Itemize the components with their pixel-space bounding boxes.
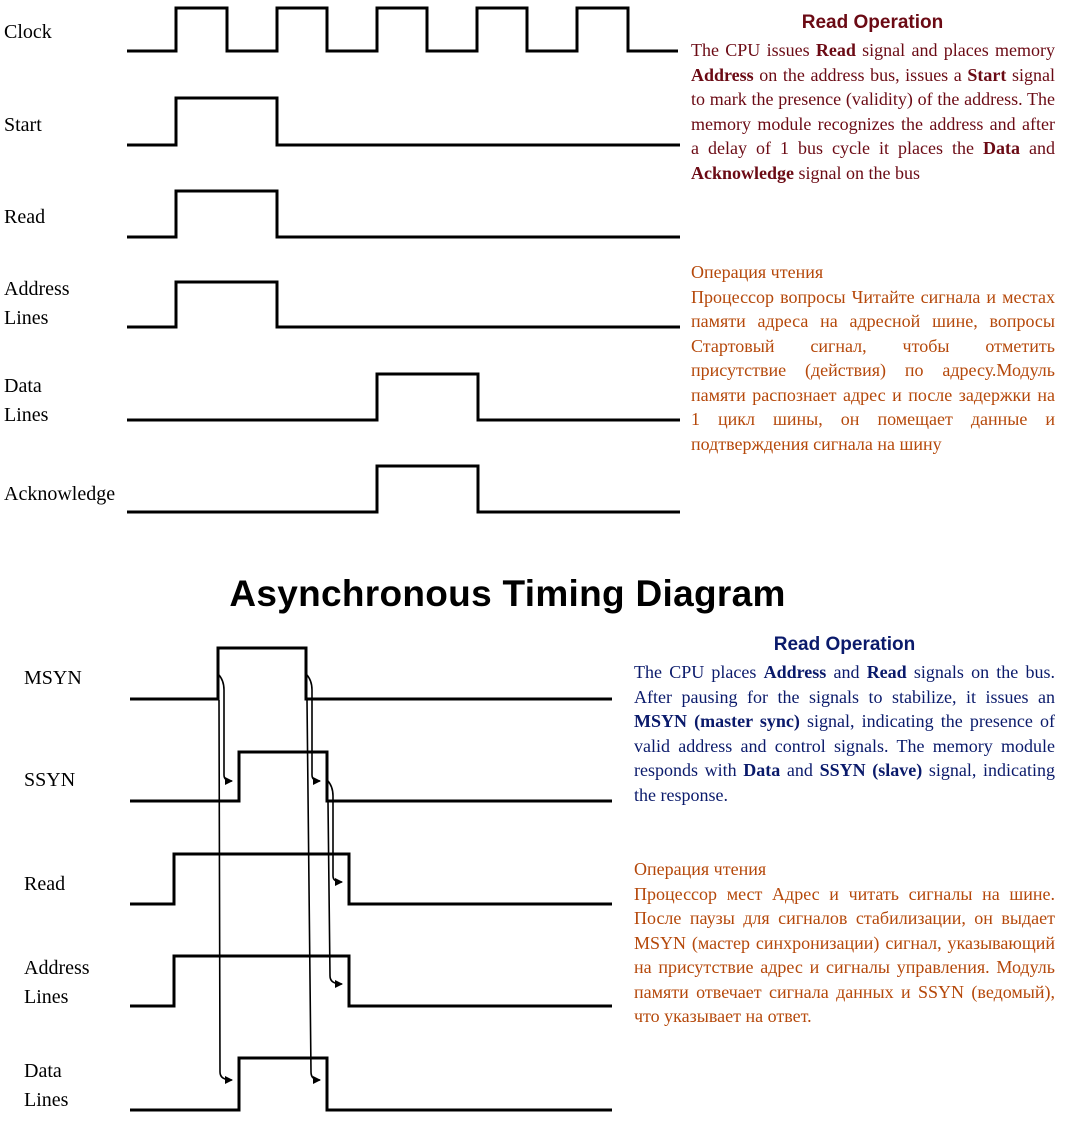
address-lines-waveform <box>127 282 680 327</box>
emphasis-term: Start <box>967 64 1007 85</box>
page-title: Asynchronous Timing Diagram <box>229 573 786 614</box>
text-segment: and <box>1020 138 1055 158</box>
msyn-rise-to-data-arrow <box>219 700 232 1080</box>
async-ru-title: Операция чтения <box>634 859 767 879</box>
signal-label-address-lines: Address Lines <box>4 278 70 329</box>
text-segment: signal and places memory <box>855 40 1055 60</box>
sync-read-operation-description <box>691 38 1055 185</box>
start-waveform <box>127 98 680 145</box>
signal-label-clock: Clock <box>4 21 52 43</box>
async-address-lines-waveform <box>130 956 612 1006</box>
emphasis-term: SSYN (slave) <box>819 760 923 780</box>
emphasis-term: Acknowledge <box>691 162 794 183</box>
signal-label-msyn: MSYN <box>24 667 82 689</box>
emphasis-term: Read <box>866 662 907 682</box>
signal-label-async-address-lines: Address Lines <box>24 957 90 1008</box>
text-segment: The CPU places <box>634 662 764 682</box>
emphasis-term: Data <box>983 138 1020 158</box>
signal-label-async-read: Read <box>24 873 66 895</box>
text-segment: The CPU issues <box>691 40 816 60</box>
sync-ru-title: Операция чтения <box>691 262 824 282</box>
read-waveform <box>127 191 680 237</box>
signal-label-start: Start <box>4 114 42 136</box>
text-segment: signal, indicating the presence of valid address and control signals. The memory module responds with <box>634 711 1055 780</box>
sync-ru-text: Процессор вопросы Читайте сигнала и местах памяти адреса на адресной шине, вопросы Стартовый сигнал, чтобы отметить присутствие (действия) по адресу.Модуль памяти распознает адрес и после задержки на 1 цикл шины, он помещает данные и подтверждения сигнала на шину <box>691 286 1055 454</box>
data-lines-waveform <box>127 374 680 420</box>
text-segment: signals on the bus. After pausing for the signals to stabilize, it issues an <box>634 662 1055 707</box>
signal-label-ssyn: SSYN <box>24 769 76 791</box>
async-ru-text: Процессор мест Адрес и читать сигналы на шине. После паузы для сигналов стабилизации, он выдает MSYN (мастер синхронизации) сигнал, указывающий на присутствие адрес и сигналы управления. Модуль памяти отвечает сигнала данных и SSYN (ведомый), что указывает на ответ. <box>634 883 1055 1026</box>
text-segment: signal, indicating the response. <box>634 760 1055 805</box>
emphasis-term: Read <box>815 40 856 60</box>
text-segment: on the address bus, issues a <box>753 64 968 85</box>
signal-label-async-data-lines: Data Lines <box>24 1060 69 1111</box>
sync-read-operation-description-ru <box>691 260 1055 456</box>
msyn-waveform <box>130 648 612 699</box>
async-data-lines-waveform <box>130 1058 612 1110</box>
async-read-waveform <box>130 854 612 904</box>
ssyn-waveform <box>130 752 612 801</box>
async-read-operation-description <box>634 660 1055 807</box>
sync-read-operation-heading: Read Operation <box>801 12 944 33</box>
emphasis-term: Address <box>691 64 754 85</box>
signal-label-acknowledge: Acknowledge <box>4 483 116 505</box>
signal-label-data-lines: Data Lines <box>4 375 49 426</box>
text-segment: and <box>826 662 867 682</box>
async-read-operation-heading: Read Operation <box>773 634 916 655</box>
text-segment: signal on the bus <box>794 162 920 183</box>
acknowledge-waveform <box>127 466 680 512</box>
async-read-operation-description-ru <box>634 857 1055 1029</box>
clock-waveform <box>127 8 678 51</box>
msyn-rise-to-ssyn-arrow <box>218 674 232 781</box>
text-segment: signal to mark the presence (validity) of the address. The memory module recognizes the address and after a delay of 1 bus cycle it places the <box>691 64 1055 158</box>
text-segment: and <box>780 760 820 780</box>
msyn-fall-to-data-arrow <box>307 700 320 1080</box>
emphasis-term: Data <box>743 760 781 780</box>
emphasis-term: MSYN (master sync) <box>634 711 800 731</box>
emphasis-term: Address <box>763 662 827 682</box>
signal-label-read: Read <box>4 206 46 228</box>
